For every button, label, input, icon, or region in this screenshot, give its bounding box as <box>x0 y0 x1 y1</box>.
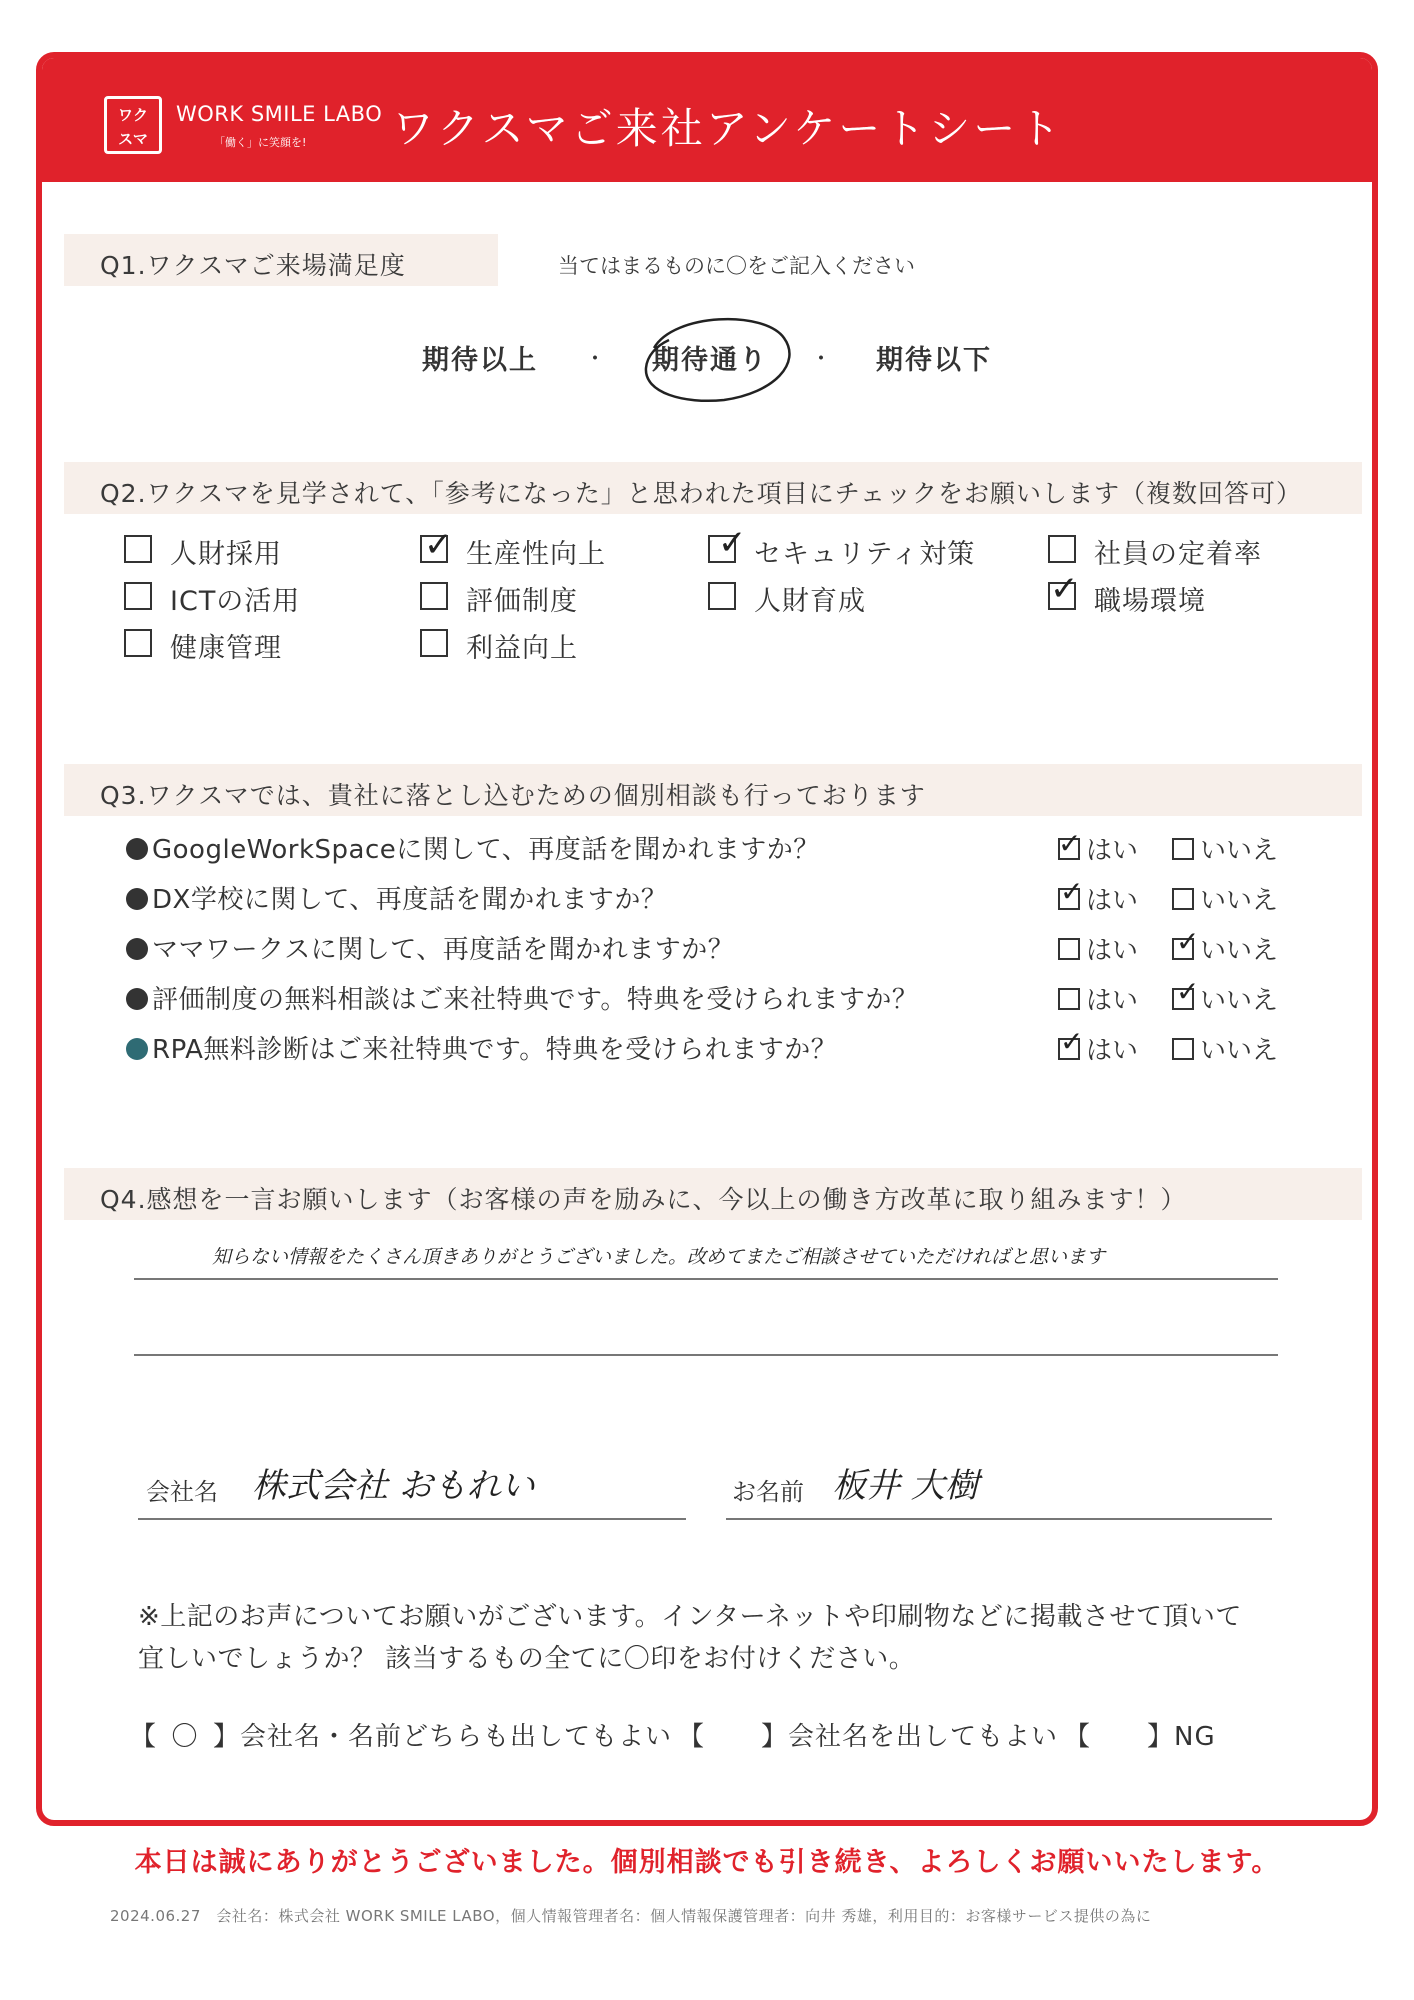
consent-option-ng[interactable]: 【 】NG <box>1064 1722 1216 1752</box>
q3-yes-label: はい <box>1086 836 1139 866</box>
check-mark-icon: ✓ <box>1176 925 1200 958</box>
check-mark-icon: ✓ <box>1060 875 1084 908</box>
logo-mark-text: ワク スマ <box>117 106 148 148</box>
q1-option-below[interactable]: 期待以下 <box>876 345 992 376</box>
q4-comment[interactable]: 知らない情報をたくさん頂きありがとうございました。改めてまたご相談させていただければと思います <box>212 1246 1106 1268</box>
q3-no-label: いいえ <box>1200 936 1279 966</box>
consent-option-company[interactable]: 【 】会社名を出してもよい <box>678 1722 1059 1752</box>
header-banner <box>42 58 1372 182</box>
checkbox-profit[interactable] <box>420 629 448 657</box>
check-mark-icon: ✓ <box>424 525 453 565</box>
q2-item-label: ICTの活用 <box>170 586 301 617</box>
q1-option-as-expected[interactable]: 期待通り <box>652 345 768 376</box>
comment-line <box>134 1278 1278 1280</box>
q3-question-row <box>126 929 734 966</box>
q1-option-above[interactable]: 期待以上 <box>422 345 538 376</box>
q1-separator: ・ <box>584 347 607 372</box>
consent-option-text: NG <box>1174 1722 1216 1752</box>
q4-label: Q4.感想を一言お願いします（お客様の声を励みに、今以上の働き方改革に取り組みます！） <box>100 1185 1187 1214</box>
consent-option-text: 会社名を出してもよい <box>788 1722 1059 1752</box>
q3-label: Q3.ワクスマでは、貴社に落とし込むための個別相談も行っております <box>100 781 926 810</box>
q2-item-label: 職場環境 <box>1094 586 1206 617</box>
q3-no-checkbox[interactable] <box>1172 1038 1194 1060</box>
q1-hand-circle <box>624 308 804 418</box>
check-mark-icon: ✓ <box>1058 827 1082 860</box>
q3-question-text: GoogleWorkSpaceに関して、再度話を聞かれますか？ <box>152 835 820 865</box>
logo-text: WORK SMILE LABO <box>176 102 383 126</box>
q2-item-label: 人財採用 <box>170 539 282 570</box>
q2-item-label: 利益向上 <box>466 633 578 664</box>
name-label: お名前 <box>732 1478 804 1506</box>
consent-line-1: ※上記のお声についてお願いがございます。インターネットや印刷物などに掲載させて頂いて <box>138 1602 1242 1632</box>
company-underline <box>138 1518 686 1520</box>
q1-instruction: 当てはまるものに〇をご記入ください <box>558 254 915 278</box>
q3-no-label: いいえ <box>1200 986 1279 1016</box>
q3-no-checkbox[interactable] <box>1172 888 1194 910</box>
logo-tagline: 「働く」に笑顔を! <box>214 136 307 149</box>
q3-no-label: いいえ <box>1200 886 1279 916</box>
checkbox-retention[interactable] <box>1048 535 1076 563</box>
company-label: 会社名 <box>146 1478 218 1506</box>
q3-question-text: 評価制度の無料相談はご来社特典です。特典を受けられますか？ <box>152 985 919 1015</box>
checkbox-ict[interactable] <box>124 582 152 610</box>
page-title: ワクスマご来社アンケートシート <box>392 104 1064 153</box>
q3-yes-checkbox[interactable] <box>1058 938 1080 960</box>
q3-no-label: いいえ <box>1200 1036 1279 1066</box>
company-value[interactable]: 株式会社 おもれい <box>252 1466 535 1506</box>
consent-option-text: 会社名・名前どちらも出してもよい <box>240 1722 673 1752</box>
q2-item-label: 人財育成 <box>754 586 866 617</box>
q3-yes-checkbox[interactable] <box>1058 988 1080 1010</box>
q2-item-label: 社員の定着率 <box>1094 539 1262 570</box>
q3-question-text: RPA無料診断はご来社特典です。特典を受けられますか？ <box>152 1035 838 1065</box>
check-mark-icon: ✓ <box>1176 975 1200 1008</box>
q3-question-row <box>126 979 918 1016</box>
survey-sheet <box>36 52 1378 1826</box>
checkbox-health[interactable] <box>124 629 152 657</box>
consent-option-both[interactable]: 【 〇 】会社名・名前どちらも出してもよい <box>130 1716 672 1753</box>
q3-yes-label: はい <box>1086 986 1139 1016</box>
q3-question-text: DX学校に関して、再度話を聞かれますか？ <box>152 885 668 915</box>
check-mark-icon: ✓ <box>1060 1025 1084 1058</box>
checkbox-hr-development[interactable] <box>708 582 736 610</box>
q3-yes-label: はい <box>1086 1036 1139 1066</box>
q3-question-text: ママワークスに関して、再度話を聞かれますか？ <box>152 935 735 965</box>
q3-no-label: いいえ <box>1200 836 1279 866</box>
name-underline <box>726 1518 1272 1520</box>
check-mark-icon: ✓ <box>718 523 747 563</box>
q2-label: Q2.ワクスマを見学されて、「参考になった」と思われた項目にチェックをお願いします（複数回答可） <box>100 479 1303 508</box>
logo-mark <box>104 96 162 154</box>
check-mark-icon: ✓ <box>1050 569 1079 609</box>
q3-question-row <box>126 879 667 916</box>
q3-question-row <box>126 829 820 866</box>
q3-no-checkbox[interactable] <box>1172 838 1194 860</box>
q1-label: Q1.ワクスマご来場満足度 <box>100 251 406 280</box>
q2-item-label: セキュリティ対策 <box>754 539 976 570</box>
comment-line <box>134 1354 1278 1356</box>
q3-yes-label: はい <box>1086 936 1139 966</box>
consent-mark: 〇 <box>171 1722 199 1752</box>
q2-item-label: 評価制度 <box>466 586 578 617</box>
q3-yes-label: はい <box>1086 886 1139 916</box>
thanks-message: 本日は誠にありがとうございました。個別相談でも引き続き、よろしくお願いいたします。 <box>134 1847 1280 1878</box>
consent-line-2: 宜しいでしょうか？ 該当するもの全てに〇印をお付けください。 <box>138 1644 916 1674</box>
q2-item-label: 健康管理 <box>170 633 282 664</box>
q3-question-row <box>126 1029 837 1066</box>
checkbox-hr-recruitment[interactable] <box>124 535 152 563</box>
q2-item-label: 生産性向上 <box>466 539 606 570</box>
q1-separator-2: ・ <box>810 347 833 372</box>
checkbox-evaluation[interactable] <box>420 582 448 610</box>
footer-note: 2024.06.27 会社名：株式会社 WORK SMILE LABO，個人情報管理者名：個人情報保護管理者：向井 秀雄，利用目的：お客様サービス提供の為に <box>110 1907 1152 1925</box>
name-value[interactable]: 板井 大樹 <box>832 1466 979 1506</box>
